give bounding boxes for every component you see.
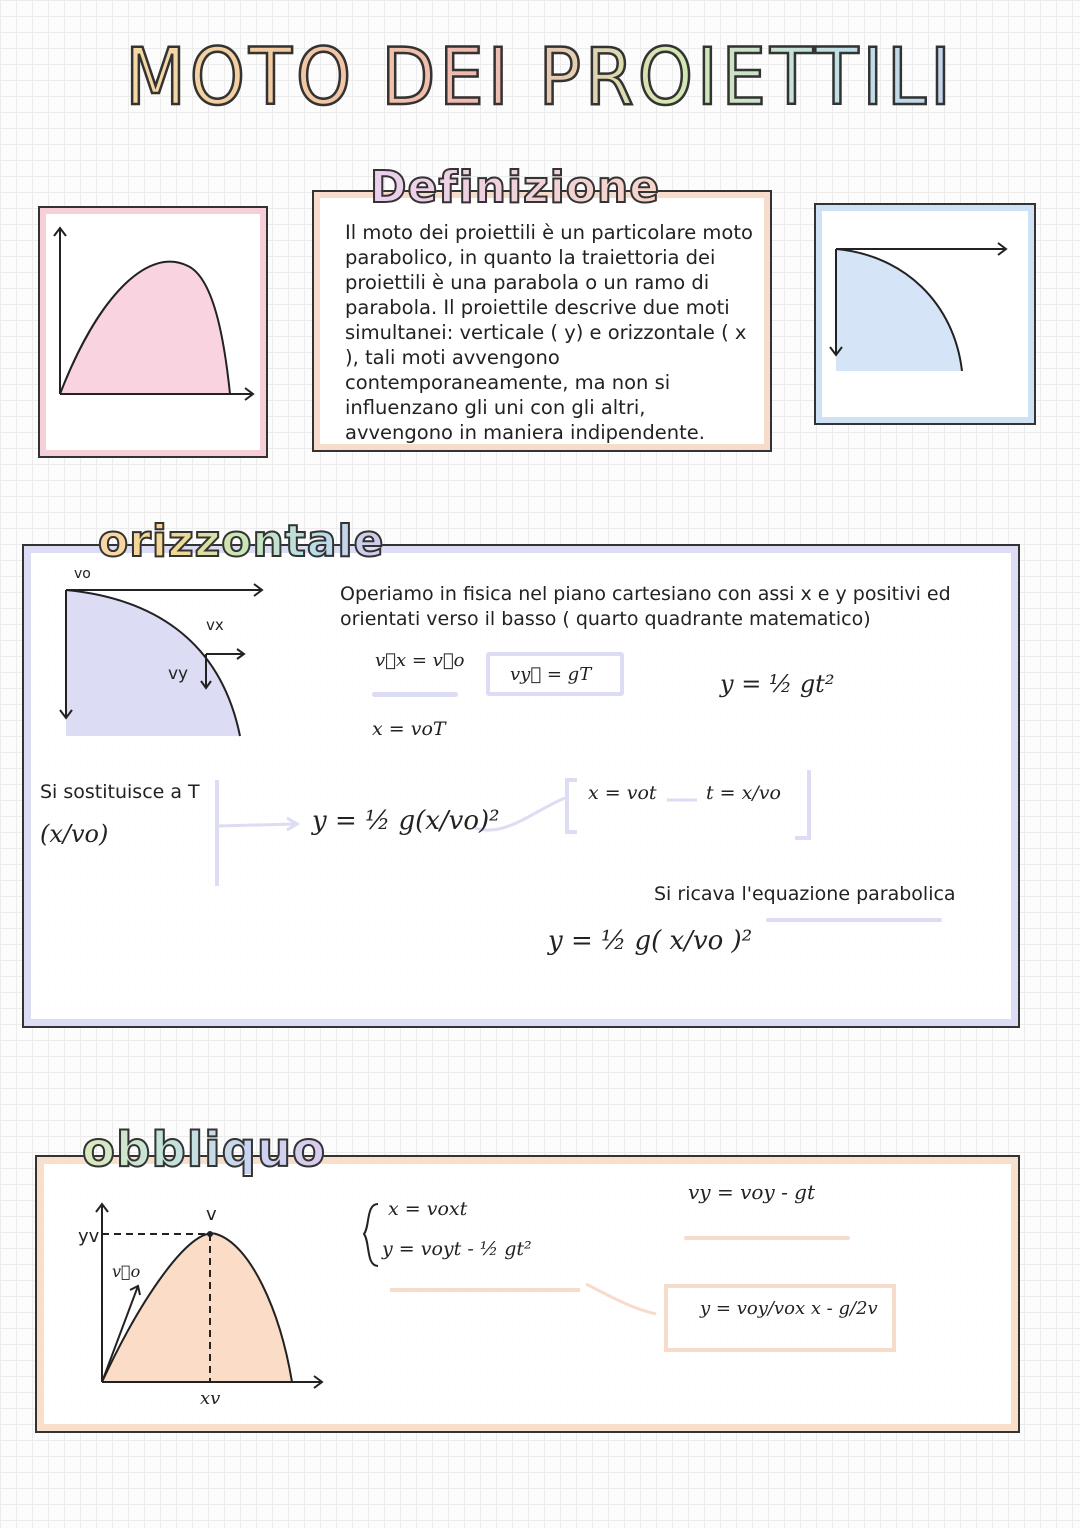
- frac-x-vo: (x/vo): [40, 820, 109, 848]
- eq-y-voyt: y = voyt - ½ gt²: [382, 1238, 532, 1260]
- parabola-graph: [38, 206, 268, 458]
- label-v: v: [206, 1204, 217, 1225]
- label-vo: vo: [74, 566, 91, 582]
- eq-x-vot: x = voT: [372, 718, 446, 740]
- label-vy: vy: [168, 664, 189, 684]
- eq-x-voxt: x = voxt: [388, 1198, 468, 1220]
- eq-t-x-vo: t = x/vo: [706, 782, 781, 804]
- label-vx: vx: [206, 616, 224, 634]
- eq-vx: v⃗x = v⃗o: [375, 650, 465, 671]
- definition-text: Il moto dei proiettili è un particolare moto parabolico, in quanto la traiettoria dei proiettili è una parabola o un ramo di parabola. Il proiettile descrive due moti simultanei: verticale ( y) e orizzontale ( x ), tali moti avvengono contemporaneamente, ma non si influenzano gli uni con gli altri, avvengono in maniera indipendente.: [345, 221, 753, 444]
- page-title: MOTO DEI PROIETTILI: [0, 28, 1080, 128]
- eq-y-half-gt2: y = ½ gt²: [720, 670, 835, 698]
- ricava-underline: [766, 918, 942, 922]
- eq-substituted: y = ½ g(x/vo)²: [312, 806, 500, 836]
- eq-vx-underline: [372, 692, 458, 697]
- obliquo-graph: [60, 1190, 340, 1400]
- horizontal-graph-box: [814, 203, 1036, 425]
- eq-vy-voy-gt: vy = voy - gt: [688, 1180, 816, 1204]
- eq-x-vot-2: x = vot: [588, 782, 657, 804]
- eq-vy: vy⃗ = gT: [510, 664, 592, 685]
- orizzontale-heading: orizzontale: [92, 518, 390, 566]
- obliquo-heading: obbliquo: [76, 1126, 332, 1174]
- eq-oblique-final: y = voy/vox x - g/2v: [700, 1298, 878, 1319]
- orizzontale-intro: Operiamo in fisica nel piano cartesiano con assi x e y positivi ed orientati verso il basso ( quarto quadrante matematico): [340, 583, 951, 630]
- ricava-text: Si ricava l'equazione parabolica: [654, 883, 956, 905]
- eq-vy-underline: [684, 1236, 850, 1240]
- definition-heading: Definizione: [364, 164, 666, 212]
- eq-parabolic-final: y = ½ g( x/vo )²: [548, 926, 753, 956]
- horizontal-launch-graph: [814, 203, 1036, 425]
- label-vo-oblique: v⃗o: [112, 1262, 141, 1281]
- label-yv: yv: [78, 1226, 100, 1247]
- orizzontale-graph: [40, 568, 280, 738]
- label-xv: xv: [200, 1388, 221, 1409]
- sostituisce-text: Si sostituisce a T: [40, 781, 200, 803]
- parabola-graph-box: [38, 206, 268, 458]
